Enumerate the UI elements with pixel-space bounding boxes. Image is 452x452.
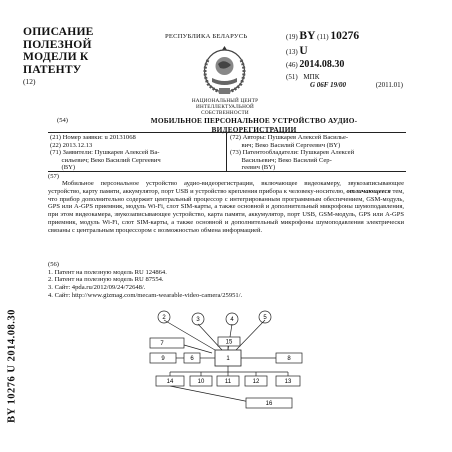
references — [48, 261, 242, 300]
svg-text:16: 16 — [265, 401, 273, 407]
patent-office-name — [155, 98, 295, 116]
kind-row — [286, 45, 308, 57]
diagram-box-7 — [150, 338, 184, 348]
country-name: РЕСПУБЛИКА БЕЛАРУСЬ — [165, 33, 248, 40]
authors-line: (72) Авторы: Пушкарев Алексей Василье- — [230, 134, 349, 141]
svg-text:13: 13 — [284, 379, 292, 385]
inid-code-12: (12) — [23, 77, 36, 86]
abstract-emphasis: отличающееся — [346, 187, 391, 195]
biblio-divider — [226, 132, 227, 171]
office-line: ИНТЕЛЛЕКТУАЛЬНОЙ — [196, 104, 254, 111]
inid-code-46: (46) — [286, 61, 298, 69]
diagram-circle-4 — [226, 313, 238, 325]
filing-date: (22) 2013.12.13 — [50, 141, 93, 149]
svg-text:15: 15 — [225, 339, 233, 346]
abstract-part: тем, что прибор дополнительно содержит центральный процессор с интегрированным программным обеспечением, GSM-модуль, GPS или A-GPS приемник, модуль Wi-Fi, слот SIM-карты, а также основной и дополнительный микрофоны шумоподавления, при этом видеокамера, звукозаписывающее устройство, карта памяти, аккумулятор, порт USB, GSM-модуль, GPS или A-GPS приемник, модуль Wi-Fi, слот SIM-карты, а также основной и дополнительный микрофоны шумоподавления электрически связаны с центральным процессором с возможностью обмена информацией. — [48, 187, 404, 234]
svg-text:5: 5 — [263, 315, 267, 321]
svg-text:2: 2 — [162, 315, 166, 321]
svg-text:7: 7 — [160, 341, 164, 347]
doc-type-line: ПАТЕНТУ — [23, 62, 82, 76]
diagram-box-9 — [150, 353, 176, 363]
svg-text:6: 6 — [190, 356, 194, 362]
ipc-class: G 06F 19/00 — [310, 81, 347, 89]
reference-item: 3. Сайт: 4pda.ru/2012/09/24/72648/. — [48, 284, 146, 292]
owners-line: Васильевич; Веко Василий Сер- — [230, 156, 332, 164]
ipc-label: МПК — [303, 73, 320, 81]
office-line: НАЦИОНАЛЬНЫЙ ЦЕНТР — [191, 98, 259, 104]
title-line: ВИДЕОРЕГИСТРАЦИИ — [211, 124, 297, 134]
diagram-box-6 — [184, 353, 200, 363]
inid-code-11: (11) — [317, 33, 329, 41]
ipc-version: (2011.01) — [375, 81, 403, 89]
abstract-text — [48, 180, 404, 234]
side-publication-code — [6, 298, 18, 433]
authors-line: вич; Веко Василий Сергеевич (BY) — [230, 141, 341, 149]
svg-text:12: 12 — [252, 379, 260, 385]
application-number: (21) Номер заявки: u 20131068 — [50, 134, 136, 141]
doc-type-line: ОПИСАНИЕ — [23, 25, 94, 38]
office-line: СОБСТВЕННОСТИ — [201, 110, 249, 117]
doc-type-line: ПОЛЕЗНОЙ — [23, 37, 92, 51]
diagram-box-1 — [215, 350, 241, 366]
diagram-box-14 — [156, 376, 184, 386]
diagram-box-13 — [276, 376, 300, 386]
biblio-right — [230, 134, 354, 172]
applicants-line: (BY) — [50, 164, 76, 172]
svg-text:14: 14 — [166, 379, 174, 385]
diagram-circle-2 — [158, 311, 170, 323]
owners-line: геевич (BY) — [230, 164, 276, 172]
svg-text:10: 10 — [197, 379, 205, 385]
diagram-circle-3 — [192, 313, 204, 325]
state-emblem-icon — [196, 44, 253, 97]
reference-item: 2. Патент на полезную модель RU 87554. — [48, 276, 164, 284]
inid-code-56: (56) — [48, 261, 59, 268]
patent-number-row — [286, 30, 359, 42]
doc-type-line: МОДЕЛИ К — [23, 50, 89, 64]
inid-code-13: (13) — [286, 48, 298, 56]
inid-code-19: (19) — [286, 33, 298, 41]
diagram-box-10 — [190, 376, 212, 386]
svg-text:8: 8 — [287, 356, 291, 362]
document-type-title — [23, 26, 94, 76]
inid-code-51: (51) — [286, 73, 298, 81]
diagram-box-8 — [276, 353, 302, 363]
applicants-line: (71) Заявители: Пушкарев Алексей Ва- — [50, 149, 160, 157]
title-line: МОБИЛЬНОЕ ПЕРСОНАЛЬНОЕ УСТРОЙСТВО АУДИО- — [150, 116, 358, 125]
ipc-class-row — [310, 81, 403, 89]
applicants-line: сильевич; Веко Василий Сергеевич — [50, 156, 161, 164]
ipc-row — [286, 73, 319, 81]
diagram-circle-5 — [259, 311, 271, 323]
inid-code-54: (54) — [57, 117, 68, 124]
diagram-box-12 — [245, 376, 267, 386]
svg-text:9: 9 — [161, 356, 165, 362]
country-code: BY — [299, 30, 316, 42]
reference-item: 4. Сайт: http://www.gizmag.com/mecam-wearable-video-camera/25951/. — [48, 291, 243, 299]
block-diagram — [140, 310, 310, 445]
diagram-box-11 — [217, 376, 239, 386]
inid-code-57: (57) — [48, 173, 59, 180]
publication-date: 2014.08.30 — [299, 59, 345, 70]
svg-text:3: 3 — [196, 317, 200, 323]
reference-item: 1. Патент на полезную модель RU 124864. — [48, 268, 167, 276]
biblio-top-rule — [48, 132, 406, 133]
svg-text:11: 11 — [224, 379, 232, 385]
side-publication-text: BY 10276 U 2014.08.30 — [6, 308, 18, 423]
diagram-box-16 — [246, 398, 292, 408]
patent-number: 10276 — [330, 30, 360, 42]
kind-code: U — [299, 45, 308, 57]
svg-text:4: 4 — [230, 317, 234, 323]
diagram-box-15 — [218, 337, 240, 346]
biblio-left — [50, 134, 161, 172]
pub-date-row — [286, 59, 344, 70]
svg-text:1: 1 — [226, 356, 230, 362]
abstract-part: Мобильное персональное устройство аудио-видеорегистрации, включающее видеокамеру, звукозаписывающее устройство, карту памяти, аккумулятор, порт USB и устройство крепления прибора к человеку-носителю, — [48, 180, 404, 195]
owners-line: (73) Патентообладатели: Пушкарев Алексей — [230, 149, 355, 157]
